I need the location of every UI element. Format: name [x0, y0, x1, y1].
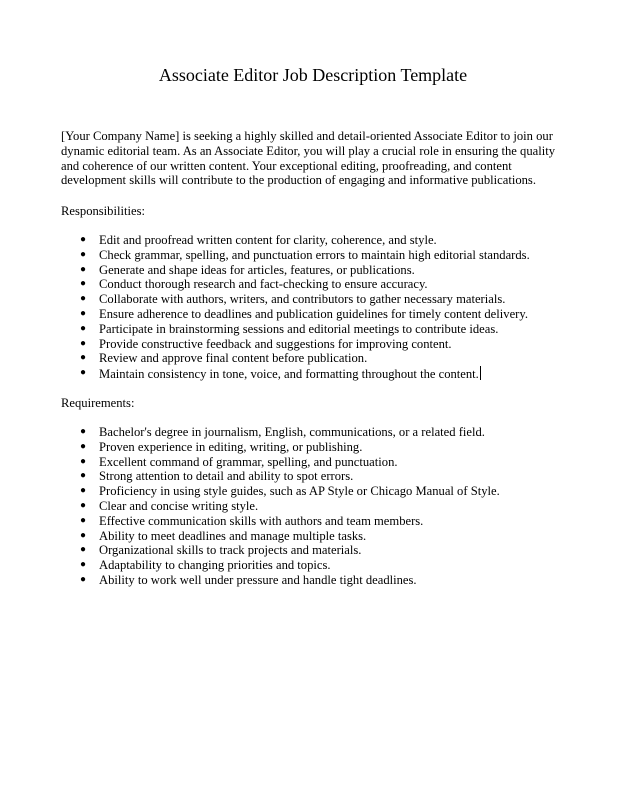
- bullet-icon: ●: [80, 440, 87, 452]
- list-item-text: Generate and shape ideas for articles, features, or publications.: [99, 262, 415, 277]
- bullet-icon: ●: [80, 514, 87, 526]
- bullet-icon: ●: [80, 367, 87, 379]
- list-item: [77, 573, 577, 588]
- bullet-icon: ●: [80, 559, 87, 571]
- list-item-text: Excellent command of grammar, spelling, and punctuation.: [99, 454, 398, 469]
- list-item: [77, 440, 577, 455]
- list-item: [77, 337, 577, 352]
- list-item: [77, 425, 577, 440]
- list-item: [77, 499, 577, 514]
- list-item-text: Clear and concise writing style.: [99, 498, 259, 513]
- bullet-icon: ●: [80, 470, 87, 482]
- list-item-text: Proficiency in using style guides, such as AP Style or Chicago Manual of Style.: [99, 484, 500, 499]
- bullet-icon: ●: [80, 307, 87, 319]
- responsibilities-list: [77, 233, 577, 381]
- list-item: [77, 248, 577, 263]
- list-item: [77, 543, 577, 558]
- list-item: [77, 484, 577, 499]
- list-item-text: Conduct thorough research and fact-checking to ensure accuracy.: [99, 277, 428, 292]
- bullet-icon: ●: [80, 499, 87, 511]
- requirements-list: [77, 425, 577, 588]
- list-item: [77, 292, 577, 307]
- list-item-text: Collaborate with authors, writers, and contributors to gather necessary materials.: [99, 292, 506, 307]
- list-item: [77, 469, 577, 484]
- list-item-text: Provide constructive feedback and suggestions for improving content.: [99, 336, 452, 351]
- bullet-icon: ●: [80, 322, 87, 334]
- list-item-text: Review and approve final content before publication.: [99, 351, 368, 366]
- bullet-icon: ●: [80, 337, 87, 349]
- list-item-text: Edit and proofread written content for clarity, coherence, and style.: [99, 233, 437, 247]
- list-item-text: Bachelor's degree in journalism, English, communications, or a related field.: [99, 425, 485, 439]
- list-item: [77, 233, 577, 248]
- list-item-text: Check grammar, spelling, and punctuation errors to maintain high editorial standards.: [99, 247, 530, 262]
- list-item-text: Participate in brainstorming sessions and editorial meetings to contribute ideas.: [99, 321, 499, 336]
- list-item: [77, 263, 577, 278]
- bullet-icon: ●: [80, 248, 87, 260]
- list-item-text: Maintain consistency in tone, voice, and formatting throughout the content.: [99, 367, 479, 382]
- bullet-icon: ●: [80, 234, 87, 245]
- list-item: [77, 277, 577, 292]
- bullet-icon: ●: [80, 352, 87, 364]
- bullet-icon: ●: [80, 426, 87, 437]
- list-item-text: Adaptability to changing priorities and topics.: [99, 558, 331, 573]
- document-title: Associate Editor Job Description Template: [158, 65, 468, 85]
- bullet-icon: ●: [80, 455, 87, 467]
- intro-paragraph: [Your Company Name] is seeking a highly skilled and detail-oriented Associate Editor to join our dynamic editorial team. As an Associate Editor, you will play a crucial role in ensuring the quality and coherence of our written content. Your exceptional editing, proofreading, and content development skills will contribute to the production of engaging and informative publications.: [61, 129, 556, 188]
- responsibilities-heading: Responsibilities:: [61, 204, 145, 218]
- bullet-icon: ●: [80, 263, 87, 275]
- requirements-heading: Requirements:: [61, 396, 135, 410]
- list-item-text: Strong attention to detail and ability to spot errors.: [99, 469, 354, 484]
- list-item-text: Organizational skills to track projects and materials.: [99, 543, 362, 558]
- bullet-icon: ●: [80, 529, 87, 541]
- list-item-text: Proven experience in editing, writing, or publishing.: [99, 439, 363, 454]
- bullet-icon: ●: [80, 485, 87, 497]
- bullet-icon: ●: [80, 544, 87, 556]
- bullet-icon: ●: [80, 278, 87, 290]
- bullet-icon: ●: [80, 573, 87, 585]
- list-item: [77, 322, 577, 337]
- text-cursor: [480, 366, 481, 380]
- list-item: [77, 351, 577, 366]
- list-item: [77, 514, 577, 529]
- list-item-text: Effective communication skills with authors and team members.: [99, 513, 424, 528]
- list-item-text: Ensure adherence to deadlines and publication guidelines for timely content delivery.: [99, 306, 528, 321]
- list-item: [77, 366, 577, 381]
- list-item: [77, 455, 577, 470]
- list-item: [77, 558, 577, 573]
- bullet-icon: ●: [80, 293, 87, 305]
- list-item: [77, 529, 577, 544]
- list-item-text: Ability to work well under pressure and handle tight deadlines.: [99, 572, 417, 587]
- list-item-text: Ability to meet deadlines and manage multiple tasks.: [99, 528, 367, 543]
- list-item: [77, 307, 577, 322]
